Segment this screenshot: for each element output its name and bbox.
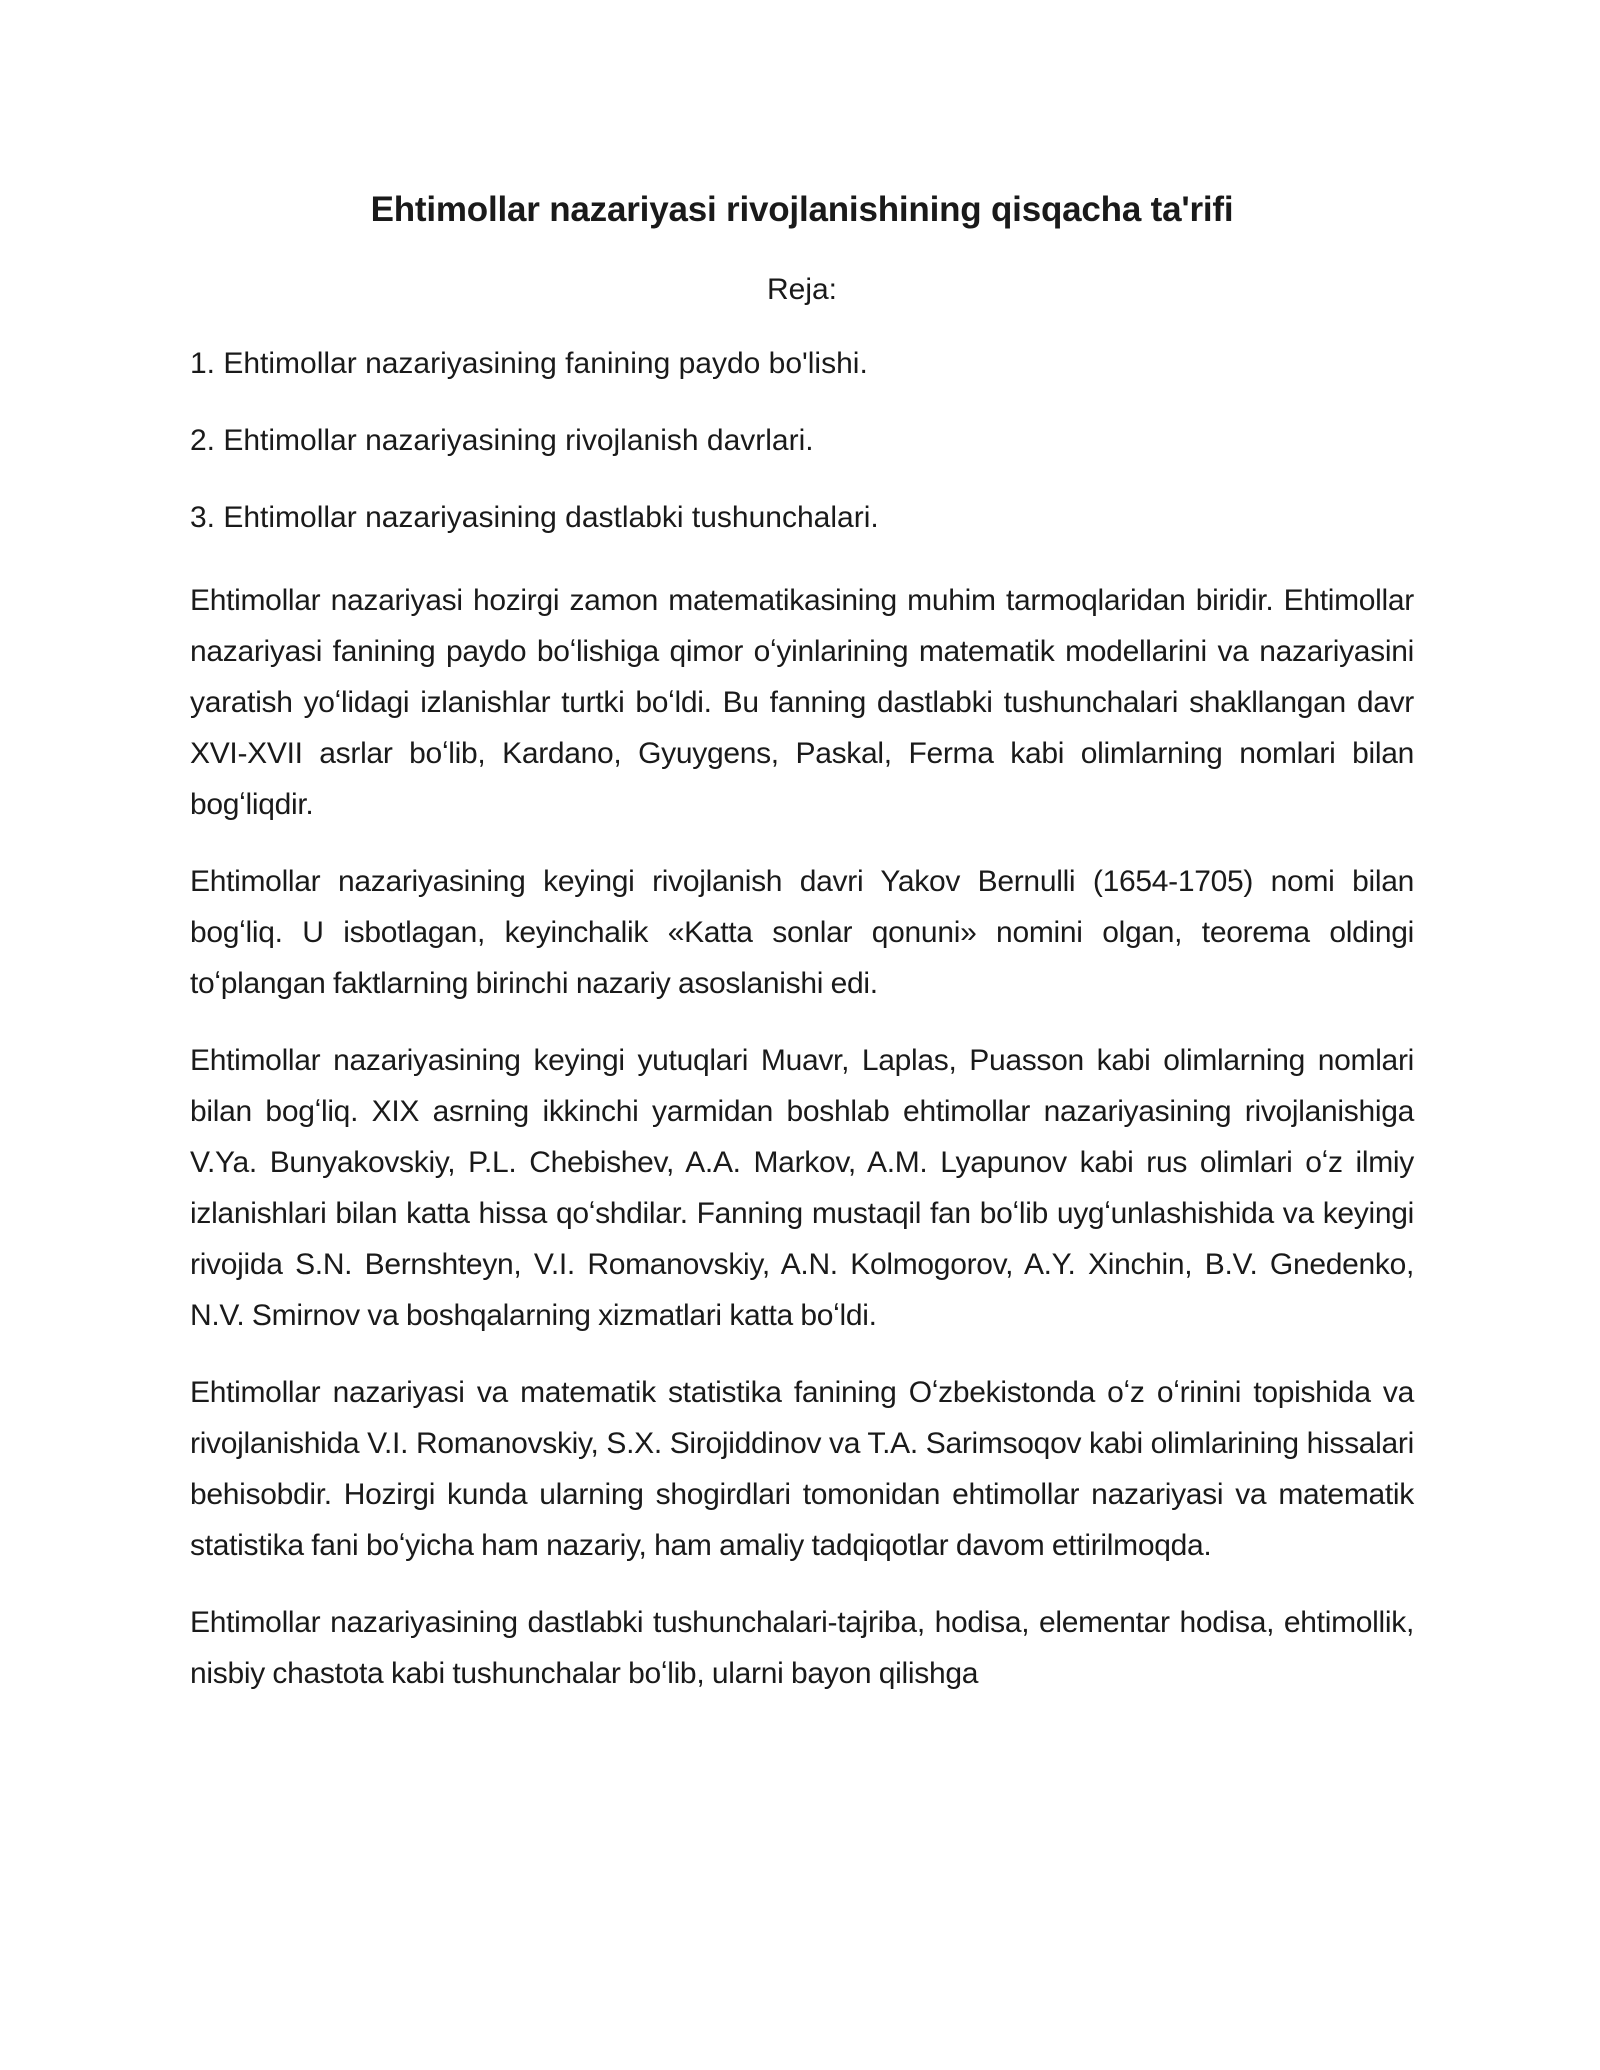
plan-heading: Reja: [766,273,838,306]
plan-item: 1. Ehtimollar nazariyasining fanining paydo bo'lishi. [190,347,868,380]
plan-item: 3. Ehtimollar nazariyasining dastlabki tushunchalari. [190,501,879,534]
body-paragraph: Ehtimollar nazariyasi va matematik statistika fanining Oʻzbekistonda oʻz oʻrinini topishida va rivojlanishida V.I. Romanovskiy, S.X. Sirojiddinov va T.A. Sarimsoqov kabi olimlarining hissalari behisobdir. Hozirgi kunda ularning shogirdlari tomonidan ehtimollar nazariyasi va matematik statistika fani boʻyicha ham nazariy, ham amaliy tadqiqotlar davom ettirilmoqda. [190,1376,1414,1562]
document-content [190,188,1414,1725]
plan-item: 2. Ehtimollar nazariyasining rivojlanish davrlari. [190,424,814,457]
body-paragraph: Ehtimollar nazariyasining keyingi rivojlanish davri Yakov Bernulli (1654-1705) nomi bilan bogʻliq. U isbotlagan, keyinchalik «Katta sonlar qonuni» nomini olgan, teorema oldingi toʻplangan faktlarning birinchi nazariy asoslanishi edi. [190,865,1414,1000]
body-paragraph: Ehtimollar nazariyasining dastlabki tushunchalari-tajriba, hodisa, elementar hodisa, ehtimollik, nisbiy chastota kabi tushunchalar boʻlib, ularni bayon qilishga [190,1606,1414,1690]
body-paragraph: Ehtimollar nazariyasining keyingi yutuqlari Muavr, Laplas, Puasson kabi olimlarning nomlari bilan bogʻliq. XIX asrning ikkinchi yarmidan boshlab ehtimollar nazariyasining rivojlanishiga V.Ya. Bunyakovskiy, P.L. Chebishev, A.A. Markov, A.M. Lyapunov kabi rus olimlari oʻz ilmiy izlanishlari bilan katta hissa qoʻshdilar. Fanning mustaqil fan boʻlib uygʻunlashishida va keyingi rivojida S.N. Bernshteyn, V.I. Romanovskiy, A.N. Kolmogorov, A.Y. Xinchin, B.V. Gnedenko, N.V. Smirnov va boshqalarning xizmatlari katta boʻldi. [190,1044,1414,1332]
document-title: Ehtimollar nazariyasi rivojlanishining qisqacha ta'rifi [370,190,1234,229]
body-paragraph: Ehtimollar nazariyasi hozirgi zamon matematikasining muhim tarmoqlaridan biridir. Ehtimollar nazariyasi fanining paydo boʻlishiga qimor oʻyinlarining matematik modellarini va nazariyasini yaratish yoʻlidagi izlanishlar turtki boʻldi. Bu fanning dastlabki tushunchalari shakllangan davr XVI-XVII asrlar boʻlib, Kardano, Gyuygens, Paskal, Ferma kabi olimlarning nomlari bilan bogʻliqdir. [190,584,1414,821]
